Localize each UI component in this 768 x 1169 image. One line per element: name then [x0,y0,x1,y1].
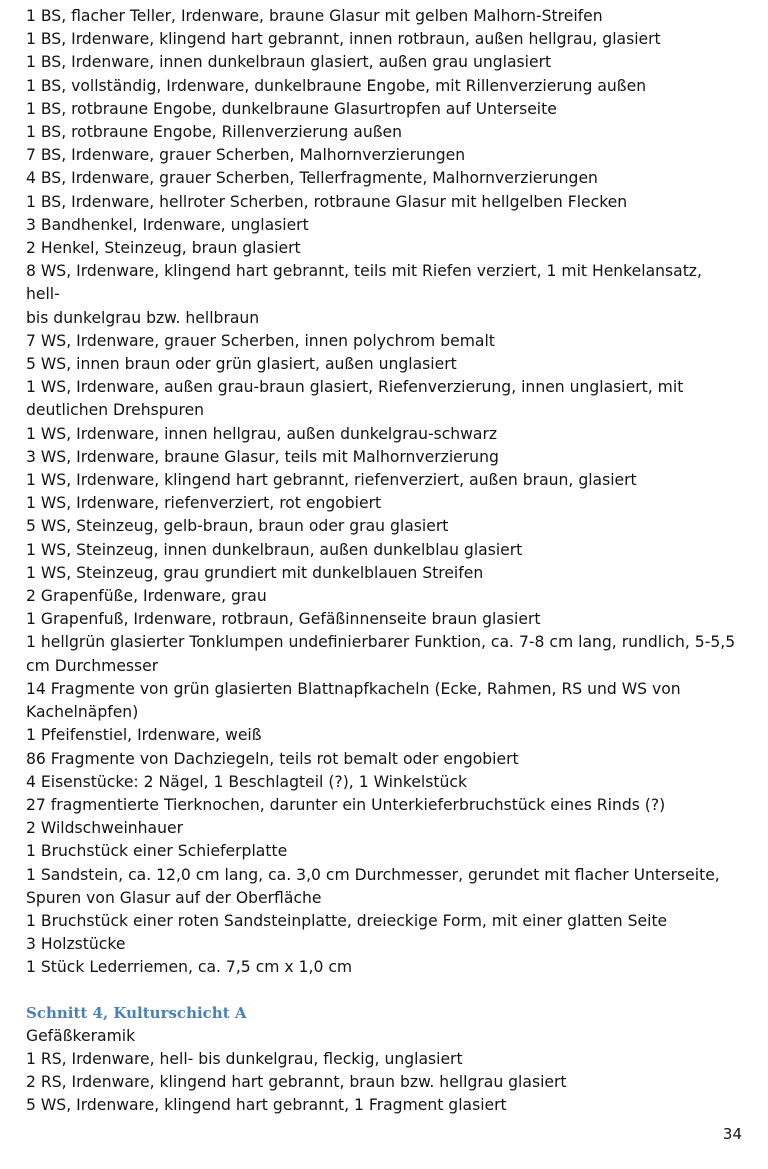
list-item: 1 WS, Irdenware, klingend hart gebrannt, riefenverziert, außen braun, glasiert [26,471,637,490]
list-item: bis dunkelgrau bzw. hellbraun [26,308,260,327]
list-item: 3 Holzstücke [26,935,126,954]
list-item: 1 Pfeifenstiel, Irdenware, weiß [26,726,262,745]
list-item: 1 BS, rotbraune Engobe, Rillenverzierung außen [26,123,403,142]
list-item: 7 BS, Irdenware, grauer Scherben, Malhornverzierungen [26,146,466,165]
list-item: 1 BS, flacher Teller, Irdenware, braune Glasur mit gelben Malhorn-Streifen [26,7,603,25]
list-item: 1 WS, Irdenware, außen grau-braun glasiert, Riefenverzierung, innen unglasiert, mit [26,378,684,397]
section-spacer [26,980,740,1002]
list-item: deutlichen Drehspuren [26,401,205,420]
section-list [26,1048,740,1118]
list-item: 1 WS, Irdenware, riefenverziert, rot engobiert [26,494,382,513]
list-item: 7 WS, Irdenware, grauer Scherben, innen polychrom bemalt [26,331,495,350]
section-subheading: Gefäßkeramik [26,1026,136,1045]
list-item: 14 Fragmente von grün glasierten Blattnapfkacheln (Ecke, Rahmen, RS und WS von [26,679,681,698]
list-item: 1 BS, Irdenware, hellroter Scherben, rotbraune Glasur mit hellgelben Flecken [26,192,628,211]
list-item: 8 WS, Irdenware, klingend hart gebrannt, teils mit Riefen verziert, 1 mit Henkelansatz, hell- [26,262,702,304]
list-item: 1 Sandstein, ca. 12,0 cm lang, ca. 3,0 cm Durchmesser, gerundet mit flacher Unterseite, [26,865,720,884]
list-item: 1 RS, Irdenware, hell- bis dunkelgrau, fleckig, unglasiert [26,1049,463,1068]
list-item: 1 BS, Irdenware, klingend hart gebrannt, innen rotbraun, außen hellgrau, glasiert [26,30,661,49]
list-item: 2 Wildschweinhauer [26,819,183,838]
list-item: 1 hellgrün glasierter Tonklumpen undefinierbarer Funktion, ca. 7-8 cm lang, rundlich, 5-5,5 [26,633,736,652]
list-item: 2 Henkel, Steinzeug, braun glasiert [26,239,301,258]
list-item: 5 WS, Steinzeug, gelb-braun, braun oder grau glasiert [26,517,449,536]
list-item: 1 Stück Lederriemen, ca. 7,5 cm x 1,0 cm [26,958,353,977]
list-item: 1 Grapenfuß, Irdenware, rotbraun, Gefäßinnenseite braun glasiert [26,610,541,629]
document-page [26,5,740,1118]
list-item: 1 WS, Irdenware, innen hellgrau, außen dunkelgrau-schwarz [26,424,498,443]
list-item: 1 WS, Steinzeug, grau grundiert mit dunkelblauen Streifen [26,563,484,582]
list-item: Kachelnäpfen) [26,703,139,722]
list-item: 1 Bruchstück einer roten Sandsteinplatte, dreieckige Form, mit einer glatten Seite [26,911,668,930]
section-heading: Schnitt 4, Kulturschicht A [26,1003,247,1022]
list-item: 1 BS, Irdenware, innen dunkelbraun glasiert, außen grau unglasiert [26,53,552,72]
list-item: Spuren von Glasur auf der Oberfläche [26,888,322,907]
list-item: 1 BS, vollständig, Irdenware, dunkelbraune Engobe, mit Rillenverzierung außen [26,76,647,95]
list-item: 1 BS, rotbraune Engobe, dunkelbraune Glasurtropfen auf Unterseite [26,99,557,118]
list-item: cm Durchmesser [26,656,159,675]
list-item: 3 WS, Irdenware, braune Glasur, teils mit Malhornverzierung [26,447,499,466]
page-number: 34 [722,1125,742,1143]
find-list [26,5,740,980]
list-item: 4 Eisenstücke: 2 Nägel, 1 Beschlagteil (?), 1 Winkelstück [26,772,467,791]
list-item: 1 WS, Steinzeug, innen dunkelbraun, außen dunkelblau glasiert [26,540,523,559]
list-item: 2 RS, Irdenware, klingend hart gebrannt, braun bzw. hellgrau glasiert [26,1073,567,1092]
list-item: 1 Bruchstück einer Schieferplatte [26,842,288,861]
list-item: 86 Fragmente von Dachziegeln, teils rot bemalt oder engobiert [26,749,519,768]
list-item: 4 BS, Irdenware, grauer Scherben, Tellerfragmente, Malhornverzierungen [26,169,598,188]
list-item: 3 Bandhenkel, Irdenware, unglasiert [26,215,309,234]
list-item: 2 Grapenfüße, Irdenware, grau [26,587,267,606]
list-item: 5 WS, innen braun oder grün glasiert, außen unglasiert [26,355,457,374]
list-item: 27 fragmentierte Tierknochen, darunter ein Unterkieferbruchstück eines Rinds (?) [26,795,666,814]
list-item: 5 WS, Irdenware, klingend hart gebrannt, 1 Fragment glasiert [26,1096,507,1115]
